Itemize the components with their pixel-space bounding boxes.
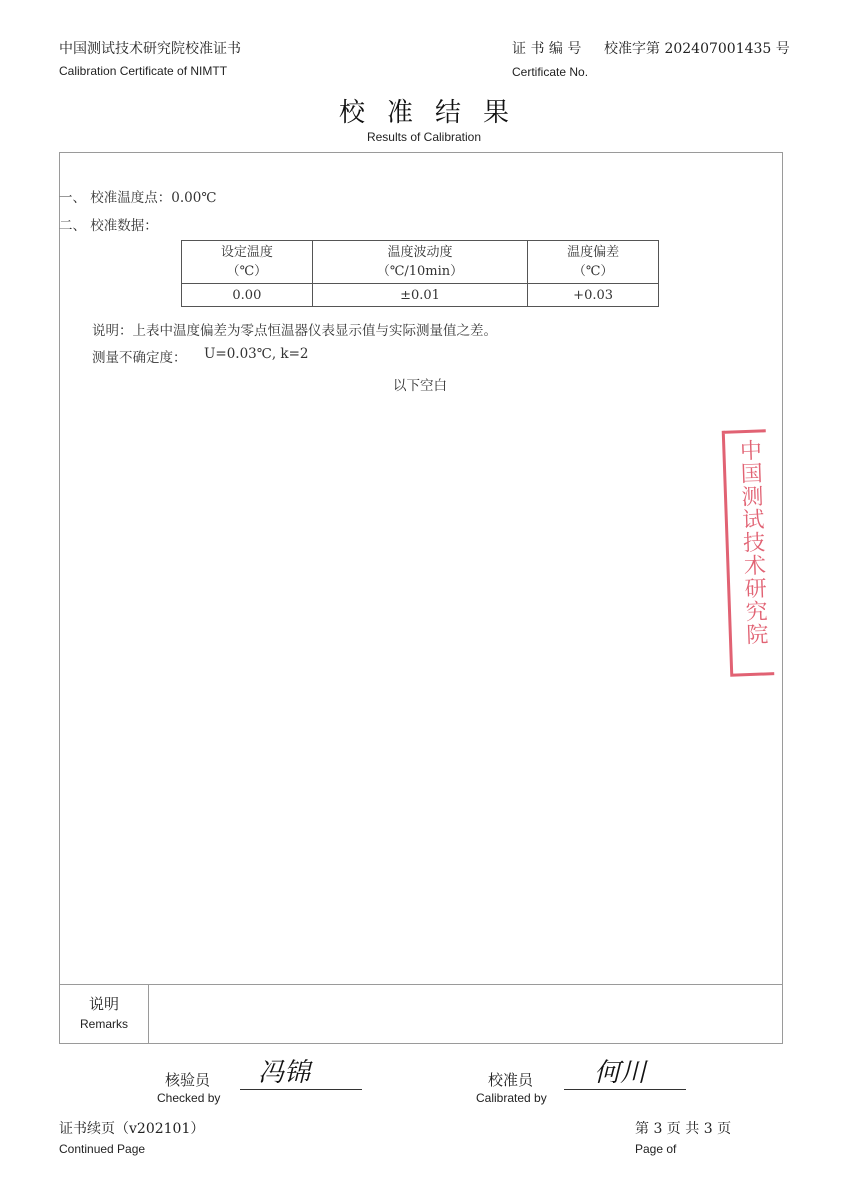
cert-no-value: 校准字第 202407001435 号 xyxy=(604,41,790,57)
table-note: 说明：上表中温度偏差为零点恒温器仪表显示值与实际测量值之差。 xyxy=(92,323,497,339)
table-cell: 0.00 xyxy=(182,284,313,307)
continued-page-cn: 证书续页（v202101） xyxy=(59,1121,205,1137)
calibrator-label-en: Calibrated by xyxy=(476,1091,547,1105)
continued-page-en: Continued Page xyxy=(59,1142,146,1156)
checker-label-en: Checked by xyxy=(157,1091,221,1105)
table-cell: ±0.01 xyxy=(312,284,527,307)
uncertainty-label: 测量不确定度： xyxy=(92,350,187,366)
calibration-data-heading: 二、 校准数据： xyxy=(59,218,158,234)
page-number-en: Page of xyxy=(635,1142,677,1156)
page-subtitle: Results of Calibration xyxy=(366,130,482,144)
remarks-label-en: Remarks xyxy=(79,1017,128,1031)
cert-no-label-cn: 证 书 编 号 xyxy=(512,41,582,57)
table-cell: +0.03 xyxy=(528,284,659,307)
remarks-row xyxy=(59,984,783,1044)
remarks-label-cn: 说明 xyxy=(88,995,119,1013)
checker-signature-line xyxy=(240,1089,362,1090)
page-title: 校准结果 xyxy=(338,98,531,128)
calibrator-signature: 何川 xyxy=(594,1058,647,1088)
org-name-cn: 中国测试技术研究院校准证书 xyxy=(59,41,241,57)
calibrator-label-cn: 校准员 xyxy=(488,1071,534,1089)
calibration-data-table xyxy=(181,240,659,307)
uncertainty-value: U=0.03℃, k=2 xyxy=(204,346,309,362)
org-name-en: Calibration Certificate of NIMTT xyxy=(59,64,228,78)
table-header-cell: 温度偏差 （℃） xyxy=(528,241,659,284)
table-row xyxy=(182,284,659,307)
page-number-cn: 第 3 页 共 3 页 xyxy=(635,1121,732,1137)
blank-below-marker: 以下空白 xyxy=(393,378,447,394)
seal-text: 中国测试技术研究院 xyxy=(736,438,769,647)
official-seal xyxy=(722,429,775,676)
calibration-point: 一、 校准温度点：0.00℃ xyxy=(59,190,217,206)
checker-label-cn: 核验员 xyxy=(165,1071,211,1089)
calibrator-signature-line xyxy=(564,1089,686,1090)
checker-signature: 冯锦 xyxy=(258,1058,311,1088)
table-header-cell: 温度波动度 （℃/10min） xyxy=(312,241,527,284)
cert-no-label-en: Certificate No. xyxy=(512,65,589,79)
table-header-cell: 设定温度 （℃） xyxy=(182,241,313,284)
